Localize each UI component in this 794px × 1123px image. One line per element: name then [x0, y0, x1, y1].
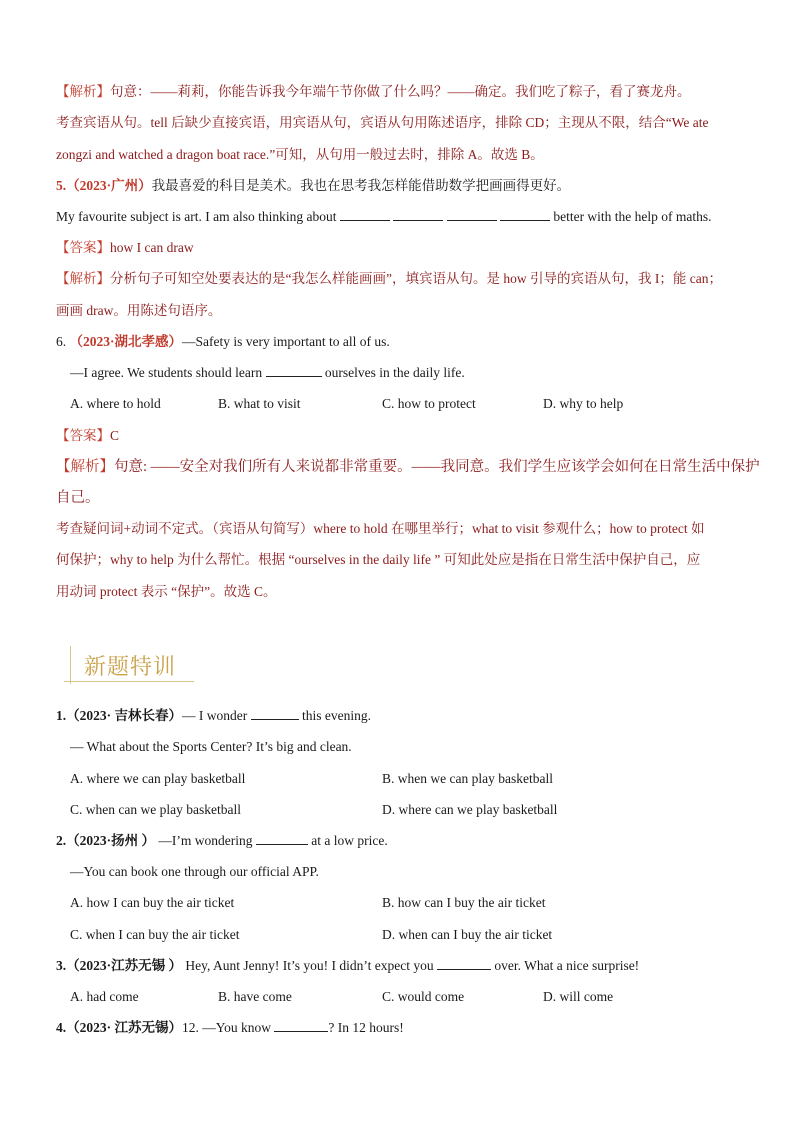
- q6-answer: 【答案】C: [56, 428, 120, 443]
- blank: [256, 832, 308, 845]
- p2-q2-option-c: C. when I can buy the air ticket: [70, 927, 240, 942]
- q6-stem-2: —I agree. We students should learn ourselves in the daily life.: [70, 365, 465, 380]
- answer-tag: 【答案】: [56, 240, 110, 255]
- p2-q1-number: 1.（2023· 吉林长春）: [56, 708, 183, 723]
- blank: [274, 1019, 328, 1032]
- blank: [437, 957, 491, 970]
- p2-q2-option-b: B. how can I buy the air ticket: [382, 895, 546, 910]
- p2-q1-stem-2: — What about the Sports Center? It’s big and clean.: [70, 739, 352, 754]
- p2-q3-option-c: C. would come: [382, 989, 465, 1004]
- answer-tag: 【答案】: [56, 428, 110, 443]
- q4-analysis-line-2: 考查宾语从句。tell 后缺少直接宾语，用宾语从句，宾语从句用陈述语序，排除 CD；主现从不限，结合“We ate: [56, 115, 709, 130]
- q6-analysis-line-2: 自己。: [56, 490, 100, 506]
- q6-stem-1: 6. （2023·湖北孝感）—Safety is very important to all of us.: [56, 334, 390, 349]
- blank: [266, 364, 322, 377]
- p2-q1-stem-1: 1.（2023· 吉林长春）— I wonder this evening.: [56, 708, 371, 723]
- q6-number: 6.: [56, 334, 67, 349]
- q6-option-c: C. how to protect: [382, 396, 476, 411]
- p2-q3-stem: 3.（2023·江苏无锡 ） Hey, Aunt Jenny! It’s you! I didn’t expect you over. What a nice surprise!: [56, 958, 640, 973]
- p2-q3-number: 3.（2023·江苏无锡 ）: [56, 958, 183, 973]
- q5-analysis-line-1: 【解析】分析句子可知空处要表达的是“我怎么样能画画”，填宾语从句。是 how 引导的宾语从句，我 I；能 can；: [56, 271, 722, 286]
- q4-analysis-line-1: 【解析】句意：——莉莉，你能告诉我今年端午节你做了什么吗？——确定。我们吃了粽子，看了赛龙舟。: [56, 84, 691, 99]
- p2-q2-stem-2: —You can book one through our official APP.: [70, 864, 319, 879]
- p2-q3-option-b: B. have come: [218, 989, 292, 1004]
- section-title: 新题特训: [84, 655, 177, 680]
- p2-q2-number: 2.（2023·扬州 ）: [56, 833, 156, 848]
- p2-q1-option-d: D. where can we play basketball: [382, 802, 558, 817]
- p2-q2-stem-1: 2.（2023·扬州 ） —I’m wondering at a low price.: [56, 833, 388, 848]
- q5-stem-en: My favourite subject is art. I am also thinking about better with the help of maths.: [56, 209, 712, 224]
- p2-q4-number: 4.（2023· 江苏无锡）: [56, 1020, 183, 1035]
- section-decoration-line: [64, 681, 194, 682]
- p2-q3-option-d: D. will come: [543, 989, 614, 1004]
- q5-analysis-line-2: 画画 draw。用陈述句语序。: [56, 303, 222, 318]
- blank: [447, 208, 497, 221]
- p2-q2-option-d: D. when can I buy the air ticket: [382, 927, 553, 942]
- p2-q1-option-a: A. where we can play basketball: [70, 771, 246, 786]
- section-decoration: [70, 646, 81, 684]
- q6-analysis-line-3: 考查疑问词+动词不定式。（宾语从句简写）where to hold 在哪里举行；what to visit 参观什么；how to protect 如: [56, 521, 705, 536]
- q6-option-a: A. where to hold: [70, 396, 161, 411]
- p2-q1-option-c: C. when can we play basketball: [70, 802, 241, 817]
- analysis-tag: 【解析】: [56, 459, 114, 475]
- p2-q4-stem: 4.（2023· 江苏无锡）12. —You know ? In 12 hours!: [56, 1020, 404, 1035]
- analysis-tag: 【解析】: [56, 271, 110, 286]
- q5-number: 5.（2023·广州）: [56, 178, 152, 193]
- p2-q3-option-a: A. had come: [70, 989, 139, 1004]
- p2-q2-option-a: A. how I can buy the air ticket: [70, 895, 235, 910]
- q6-analysis-line-5: 用动词 protect 表示 “保护”。故选 C。: [56, 584, 277, 599]
- p2-q1-option-b: B. when we can play basketball: [382, 771, 553, 786]
- q5-stem-cn: 5.（2023·广州）我最喜爱的科目是美术。我也在思考我怎样能借助数学把画画得更好。: [56, 178, 571, 193]
- q4-analysis-line-3: zongzi and watched a dragon boat race.”可知，从句用一般过去时，排除 A。故选 B。: [56, 147, 544, 162]
- blank: [393, 208, 443, 221]
- blank: [340, 208, 390, 221]
- blank: [251, 707, 299, 720]
- q5-answer: 【答案】how I can draw: [56, 240, 194, 255]
- q6-option-d: D. why to help: [543, 396, 624, 411]
- blank: [500, 208, 550, 221]
- q6-analysis-line-4: 何保护；why to help 为什么帮忙。根据 “ourselves in the daily life ” 可知此处应是指在日常生活中保护自己，应: [56, 552, 701, 567]
- q6-analysis-line-1: 【解析】句意: ——安全对我们所有人来说都非常重要。——我同意。我们学生应该学会如何在日常生活中保护: [56, 459, 760, 475]
- q6-source: （2023·湖北孝感）: [69, 334, 183, 349]
- analysis-tag: 【解析】: [56, 84, 110, 99]
- q6-option-b: B. what to visit: [218, 396, 301, 411]
